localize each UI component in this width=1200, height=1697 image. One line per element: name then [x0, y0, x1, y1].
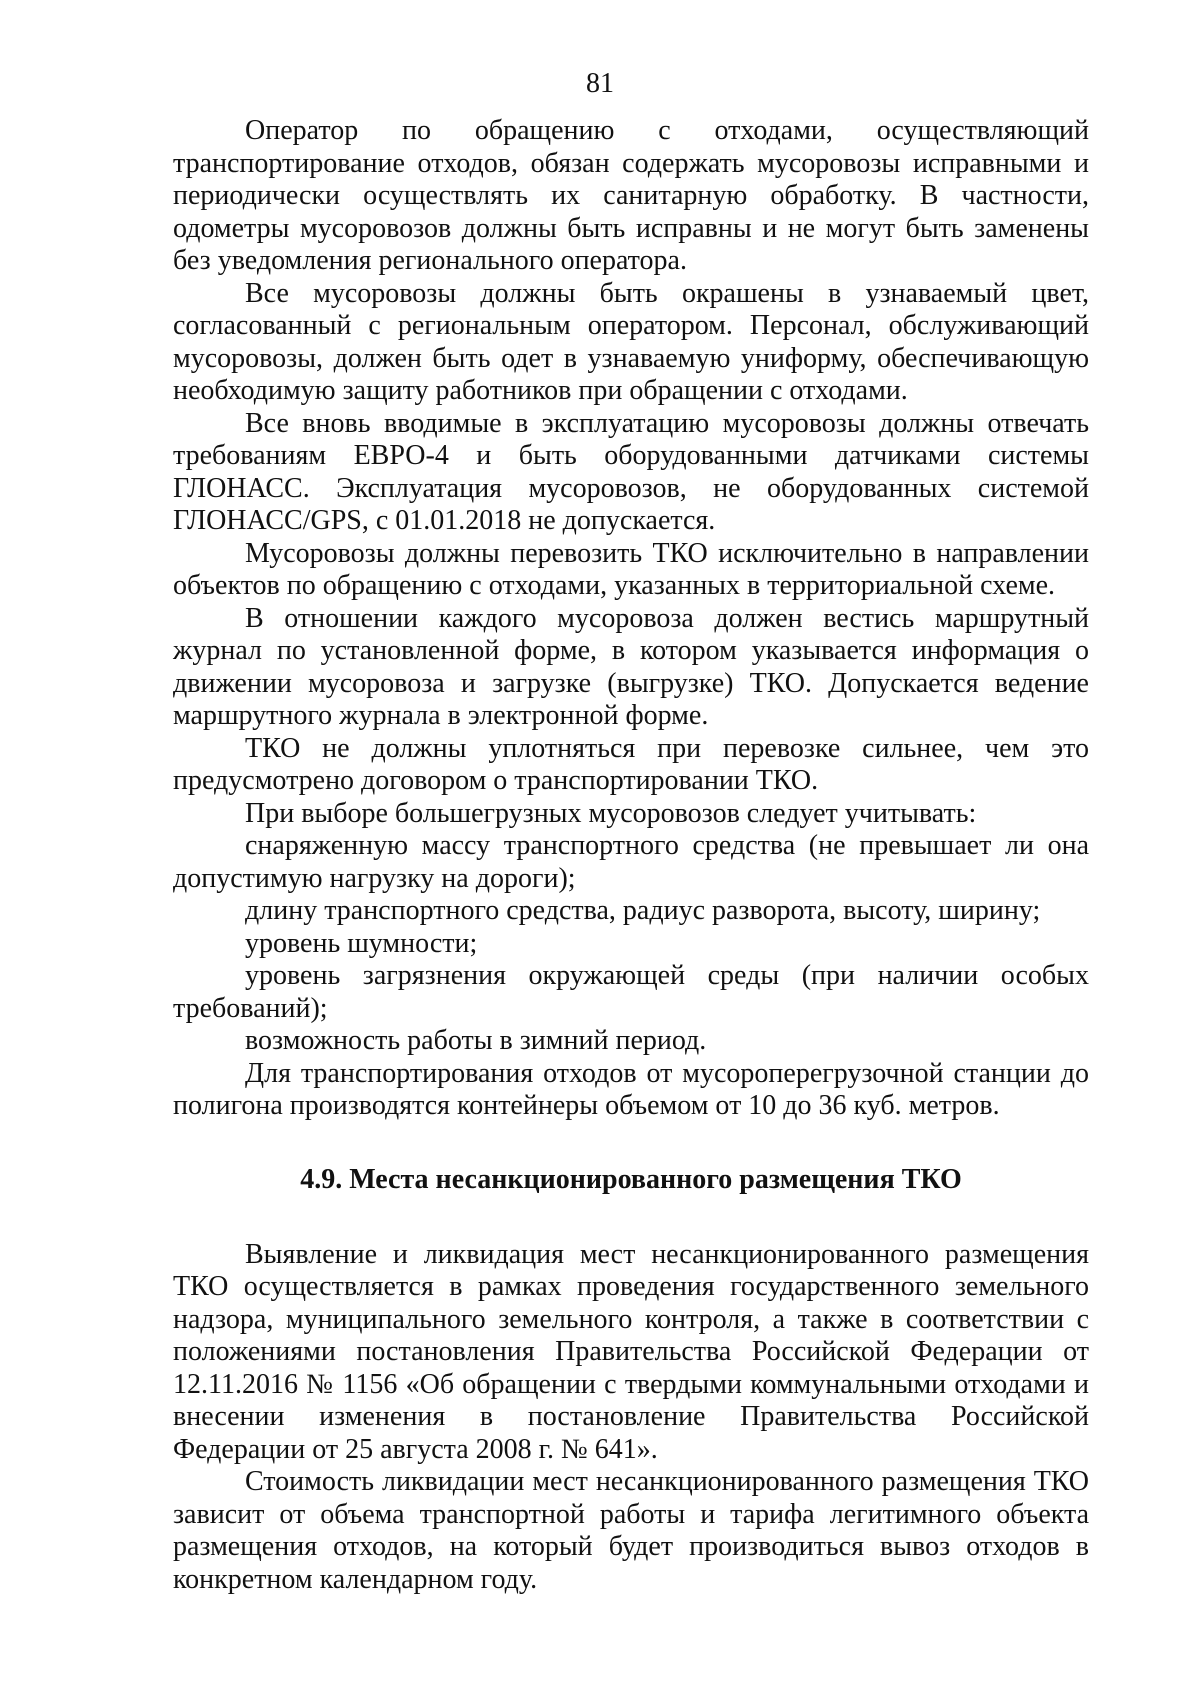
paragraph: В отношении каждого мусоровоза должен вестись маршрутный журнал по установленной форме, в котором указывается информация о движении мусоровоза и загрузке (выгрузке) ТКО. Допускается ведение маршрутного журнала в электронной форме. [173, 602, 1089, 731]
paragraph: ТКО не должны уплотняться при перевозке сильнее, чем это предусмотрено договором о транспортировании ТКО. [173, 732, 1089, 796]
list-item: уровень шумности; [245, 927, 478, 959]
paragraph: При выборе большегрузных мусоровозов следует учитывать: [245, 797, 977, 829]
paragraph: Выявление и ликвидация мест несанкционированного размещения ТКО осуществляется в рамках проведения государственного земельного надзора, муниципального земельного контроля, а также в соответствии с положениями постановления Правительства Российской Федерации от 12.11.2016 № 1156 «Об обращении с твердыми коммунальными отходами и внесении изменения в постановление Правительства Российской Федерации от 25 августа 2008 г. № 641». [173, 1238, 1089, 1465]
paragraph: Для транспортирования отходов от мусороперегрузочной станции до полигона производятся контейнеры объемом от 10 до 36 куб. метров. [173, 1057, 1089, 1121]
list-item: длину транспортного средства, радиус разворота, высоту, ширину; [245, 895, 1041, 926]
page-number: 81 [586, 68, 614, 99]
document-body [173, 115, 1089, 1596]
paragraph: Все вновь вводимые в эксплуатацию мусоровозы должны отвечать требованиям ЕВРО-4 и быть оборудованными датчиками системы ГЛОНАСС. Эксплуатация мусоровозов, не оборудованных системой ГЛОНАСС/GPS, с 01.01.2018 не допускается. [173, 407, 1089, 536]
paragraph: Мусоровозы должны перевозить ТКО исключительно в направлении объектов по обращению с отходами, указанных в территориальной схеме. [173, 537, 1089, 601]
list-item: уровень загрязнения окружающей среды (при наличии особых требований); [173, 960, 1089, 1024]
list-item: возможность работы в зимний период. [245, 1025, 707, 1056]
paragraph: Все мусоровозы должны быть окрашены в узнаваемый цвет, согласованный с региональным оператором. Персонал, обслуживающий мусоровозы, должен быть одет в узнаваемую униформу, обеспечивающую необходимую защиту работников при обращении с отходами. [173, 277, 1089, 406]
list-item: снаряженную массу транспортного средства (не превышает ли она допустимую нагрузку на дороги); [173, 830, 1089, 894]
paragraph: Оператор по обращению с отходами, осуществляющий транспортирование отходов, обязан содержать мусоровозы исправными и периодически осуществлять их санитарную обработку. В частности, одометры мусоровозов должны быть исправны и не могут быть заменены без уведомления регионального оператора. [173, 115, 1089, 276]
paragraph: Стоимость ликвидации мест несанкционированного размещения ТКО зависит от объема транспортной работы и тарифа легитимного объекта размещения отходов, на который будет производиться вывоз отходов в конкретном календарном году. [173, 1466, 1089, 1595]
section-heading: 4.9. Места несанкционированного размещения ТКО [300, 1163, 962, 1195]
